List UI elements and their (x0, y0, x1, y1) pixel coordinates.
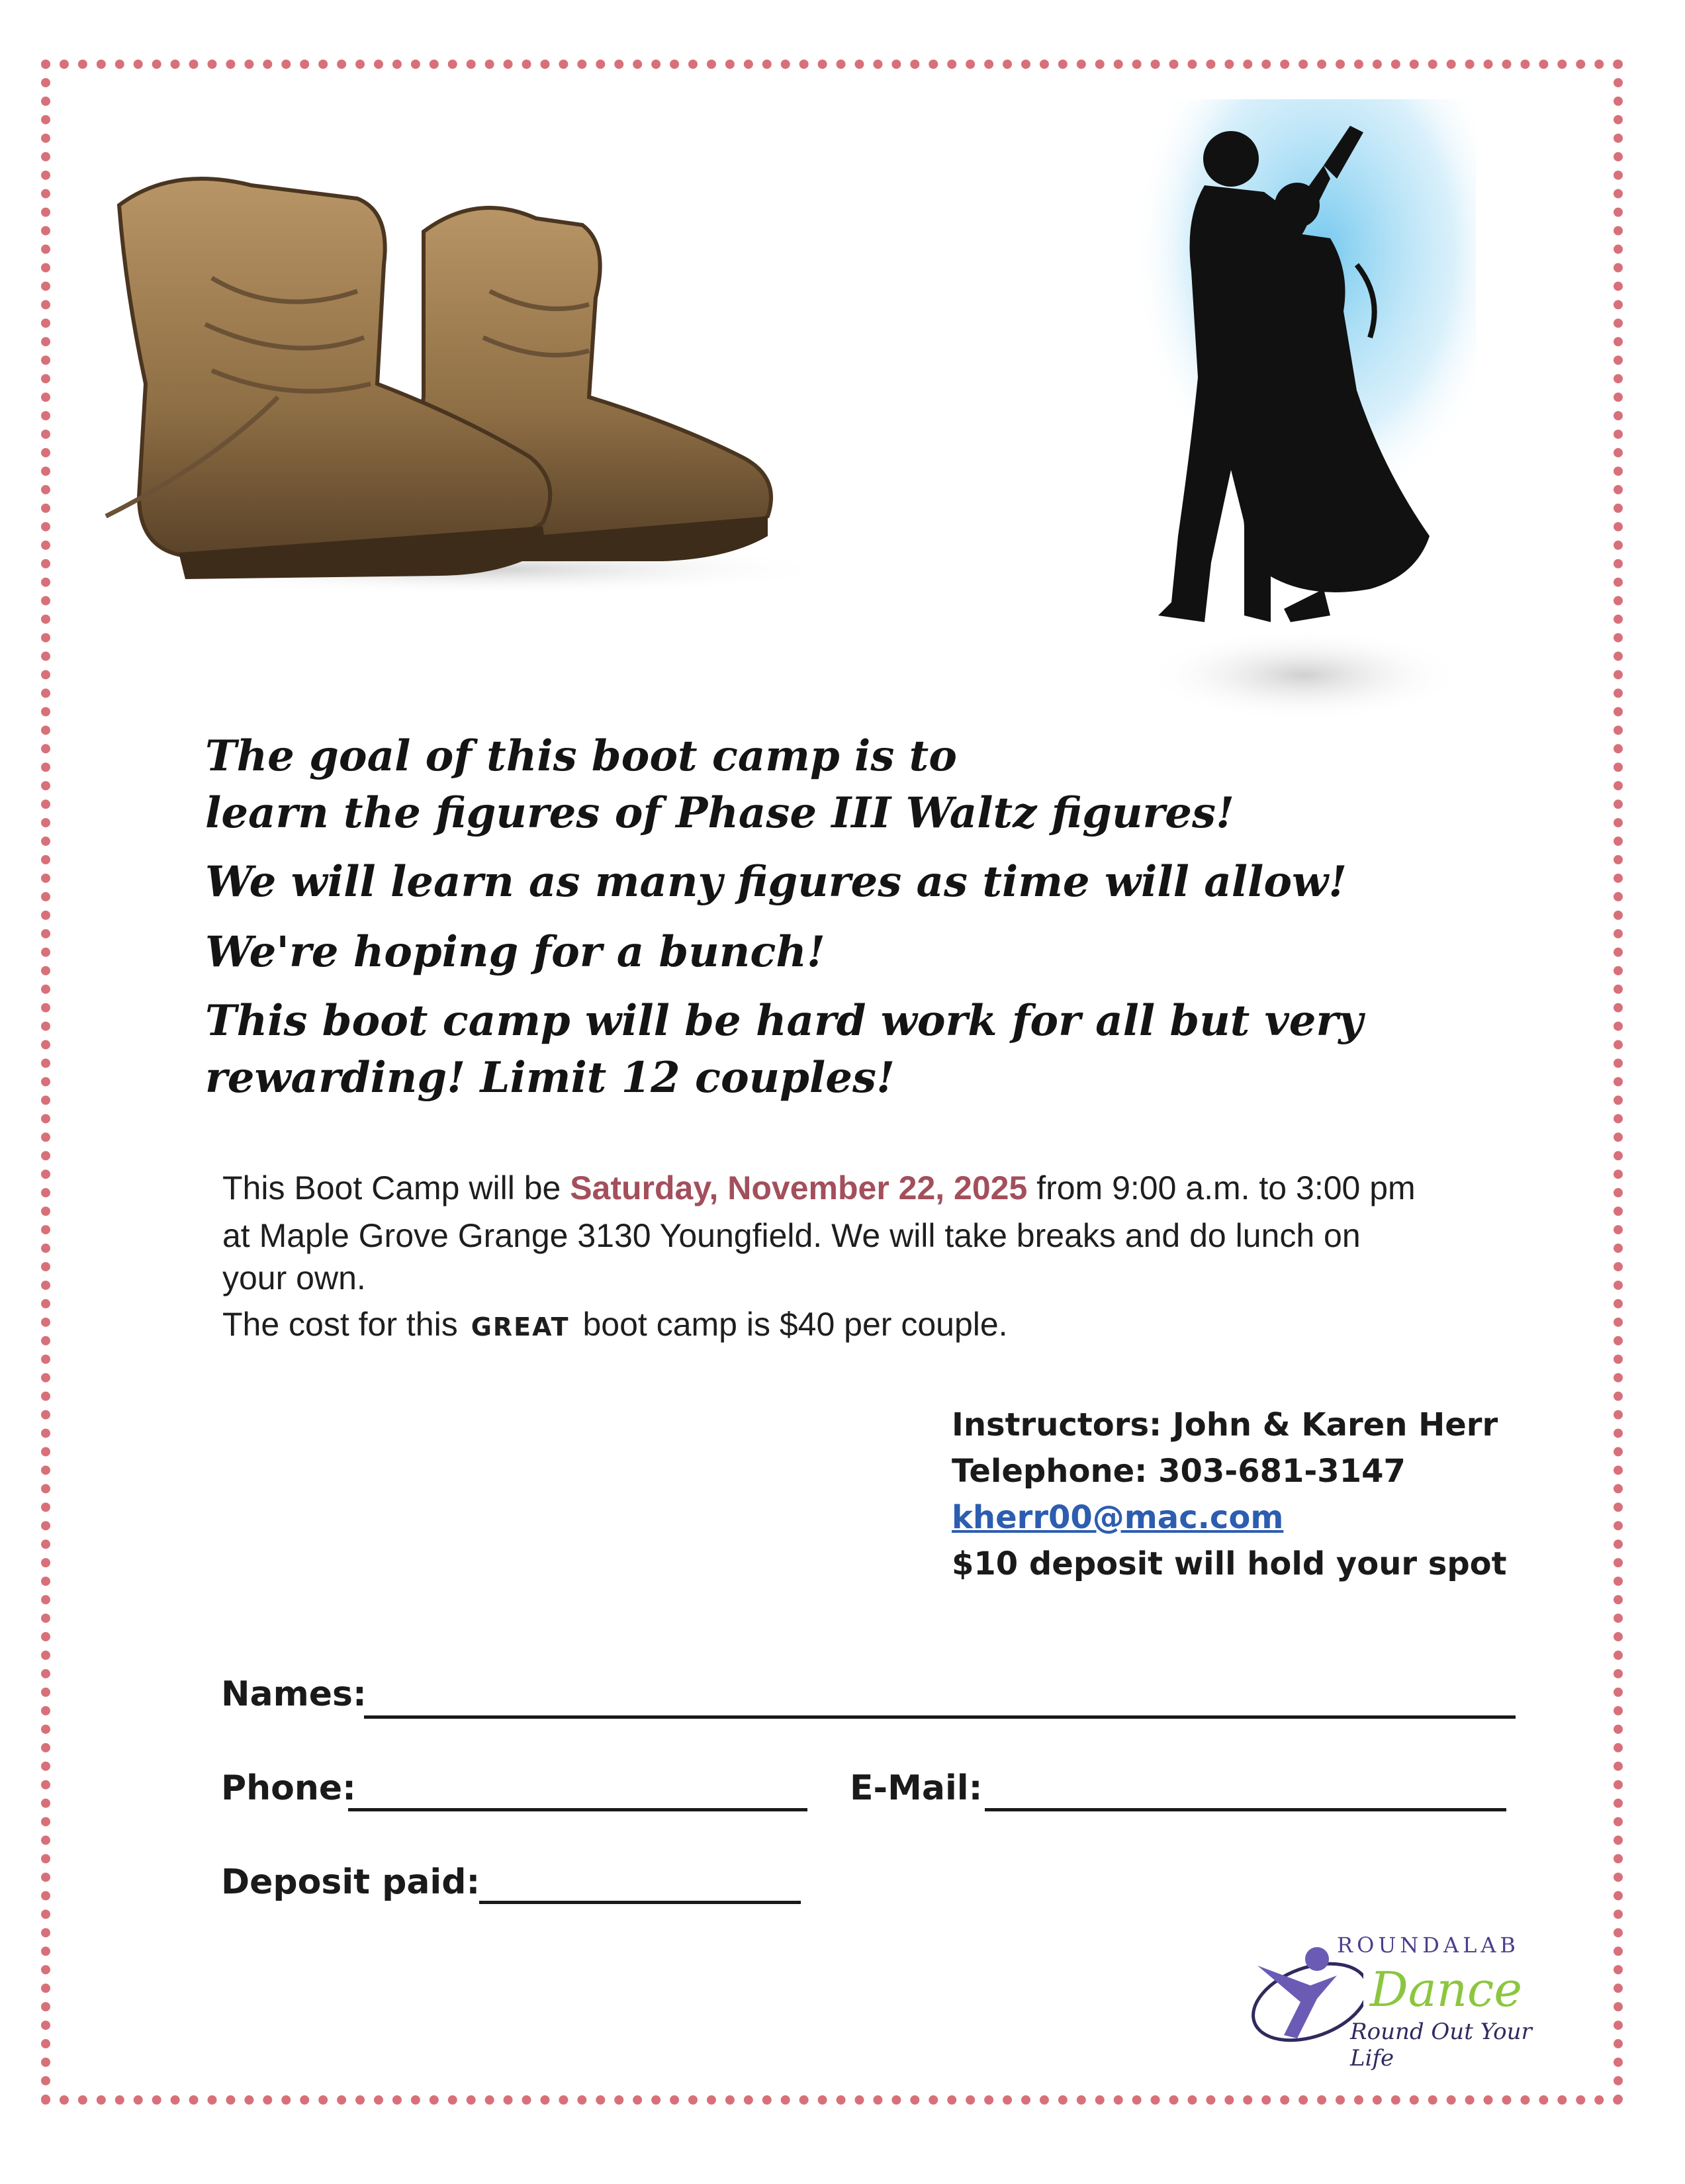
cost-emphasis: GREAT (471, 1312, 570, 1342)
cost-prefix: The cost for this (222, 1306, 458, 1343)
logo-dance-word: Dance (1370, 1962, 1522, 2017)
phone-field-line[interactable] (348, 1808, 807, 1811)
deposit-paid-label: Deposit paid: (221, 1862, 480, 1902)
event-time: from 9:00 a.m. to 3:00 pm (1027, 1169, 1416, 1206)
event-location-line: at Maple Grove Grange 3130 Youngfield. We will take breaks and do lunch on (222, 1217, 1361, 1254)
event-date-line (222, 1165, 1416, 1211)
logo-tagline: Round Out Your Life (1350, 2019, 1532, 2071)
headline-line-3: We will learn as many figures as time will allow! (205, 857, 1347, 907)
email-link[interactable]: kherr00@mac.com (952, 1499, 1284, 1536)
worn-boots-image (79, 146, 841, 596)
email-label: E-Mail: (850, 1768, 983, 1808)
event-lunch-line: your own. (222, 1259, 366, 1297)
cost-suffix: boot camp is $40 per couple. (582, 1306, 1008, 1343)
roundalab-logo (1238, 1933, 1549, 2071)
phone-label: Phone: (221, 1768, 356, 1808)
event-date: Saturday, November 22, 2025 (570, 1169, 1028, 1206)
email-field-line[interactable] (985, 1808, 1506, 1811)
headline-line-6: rewarding! Limit 12 couples! (205, 1053, 895, 1103)
deposit-field-line[interactable] (479, 1901, 801, 1904)
event-date-prefix: This Boot Camp will be (222, 1169, 570, 1206)
deposit-note: $10 deposit will hold your spot (952, 1545, 1507, 1582)
names-field-line[interactable] (364, 1715, 1516, 1719)
headline-line-5: This boot camp will be hard work for all but very (205, 996, 1363, 1046)
instructors-line: Instructors: John & Karen Herr (952, 1406, 1498, 1443)
headline-line-4: We're hoping for a bunch! (205, 927, 825, 977)
telephone-line: Telephone: 303-681-3147 (952, 1453, 1406, 1490)
headline-line-2: learn the figures of Phase III Waltz figures! (205, 788, 1235, 838)
logo-org-name: ROUNDALAB (1337, 1933, 1520, 1958)
event-cost-line (222, 1301, 1008, 1350)
headline-line-1: The goal of this boot camp is to (205, 731, 957, 781)
names-label: Names: (221, 1674, 367, 1714)
waltz-dancers-image (1132, 99, 1476, 735)
